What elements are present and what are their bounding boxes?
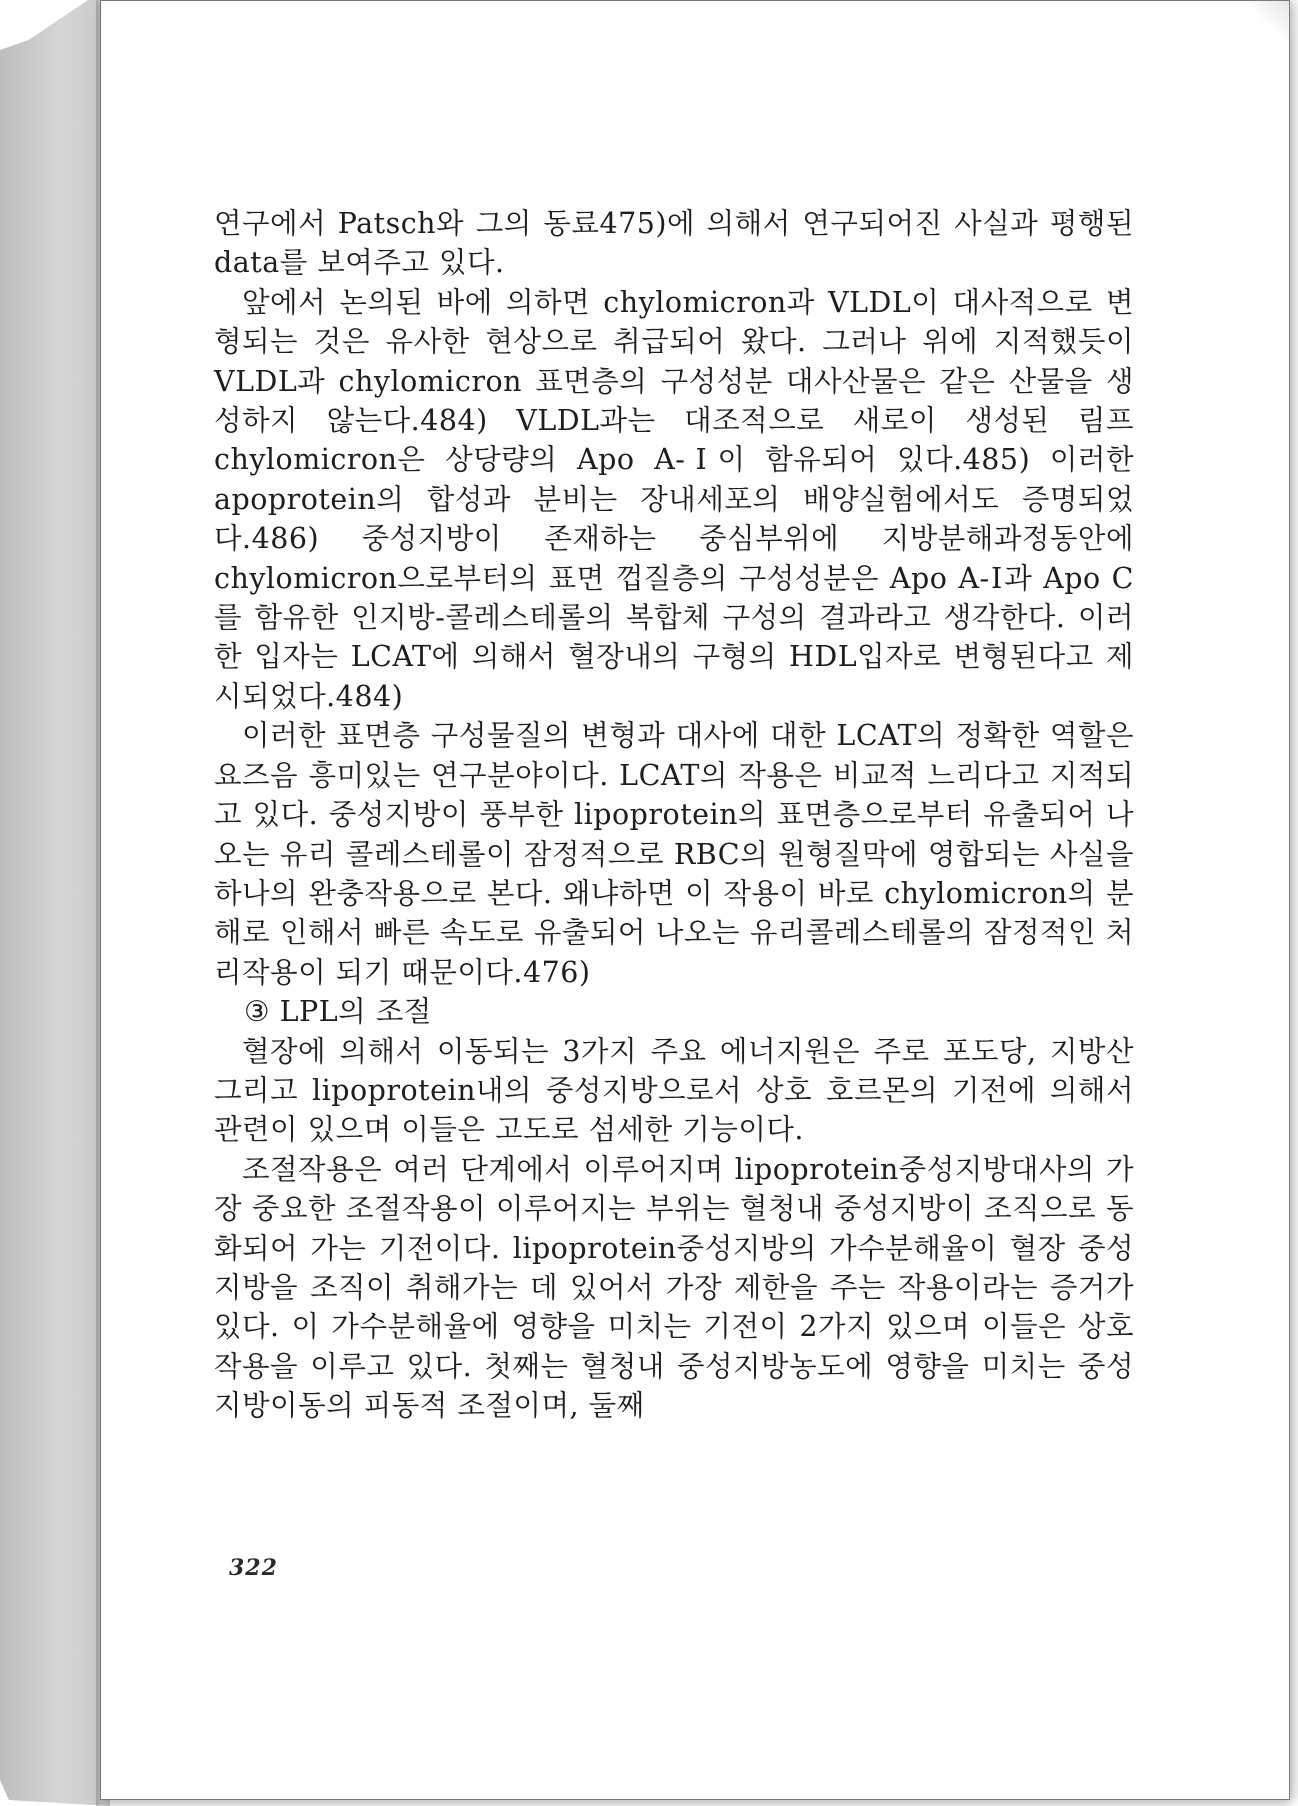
paragraph-4: 혈장에 의해서 이동되는 3가지 주요 에너지원은 주로 포도당, 지방산 그리고 lipoprotein내의 중성지방으로서 상호 호르몬의 기전에 의해서 관련이 있으며 이들은 고도로 섬세한 기능이다. xyxy=(214,1034,1134,1147)
spine-shadow xyxy=(96,0,102,1806)
section-heading: ③ LPL의 조절 xyxy=(244,995,432,1029)
paragraph-1: 연구에서 Patsch와 그의 동료475)에 의해서 연구되어진 사실과 평행된 data를 보여주고 있다. xyxy=(214,207,1134,280)
paragraph-3: 이러한 표면층 구성물질의 변형과 대사에 대한 LCAT의 정확한 역할은 요즈음 흥미있는 연구분야이다. LCAT의 작용은 비교적 느리다고 지적되고 있다. 중성지방이 풍부한 lipoprotein의 표면층으로부터 유출되어 나오는 유리 콜레스테롤이 잠정적으로 RBC의 원형질막에 영합되는 사실을 하나의 완충작용으로 본다. 왜냐하면 이 작용이 바로 chylomicron의 분해로 인해서 빠른 속도로 유출되어 나오는 유리콜레스테롤의 잠정적인 처리작용이 되기 때문이다.476) xyxy=(214,719,1134,989)
paragraph-5: 조절작용은 여러 단계에서 이루어지며 lipoprotein중성지방대사의 가장 중요한 조절작용이 이루어지는 부위는 혈청내 중성지방이 조직으로 동화되어 가는 기전이다. lipoprotein중성지방의 가수분해율이 혈장 중성지방을 조직이 취해가는 데 있어서 가장 제한을 주는 작용이라는 증거가 있다. 이 가수분해율에 영향을 미치는 기전이 2가지 있으며 이들은 상호작용을 이루고 있다. 첫째는 혈청내 중성지방농도에 영향을 미치는 중성지방이동의 피동적 조절이며, 둘째 xyxy=(214,1152,1134,1423)
book-spine xyxy=(0,0,110,1806)
paragraph-2: 앞에서 논의된 바에 의하면 chylomicron과 VLDL이 대사적으로 변형되는 것은 유사한 현상으로 취급되어 왔다. 그러나 위에 지적했듯이 VLDL과 chylomicron 표면층의 구성성분 대사산물은 같은 산물을 생성하지 않는다.484) VLDL과는 대조적으로 새로이 생성된 림프 chylomicron은 상당량의 Apo A-Ⅰ이 함유되어 있다.485) 이러한 apoprotein의 합성과 분비는 장내세포의 배양실험에서도 증명되었다.486) 중성지방이 존재하는 중심부위에 지방분해과정동안에 chylomicron으로부터의 표면 껍질층의 구성성분은 Apo A-Ⅰ과 Apo C를 함유한 인지방-콜레스테롤의 복합체 구성의 결과라고 생각한다. 이러한 입자는 LCAT에 의해서 혈장내의 구형의 HDL입자로 변형된다고 제시되었다.484) xyxy=(214,285,1134,713)
page-corner xyxy=(1249,1,1289,41)
page-body xyxy=(214,204,1134,1426)
page-number: 322 xyxy=(229,1555,278,1581)
